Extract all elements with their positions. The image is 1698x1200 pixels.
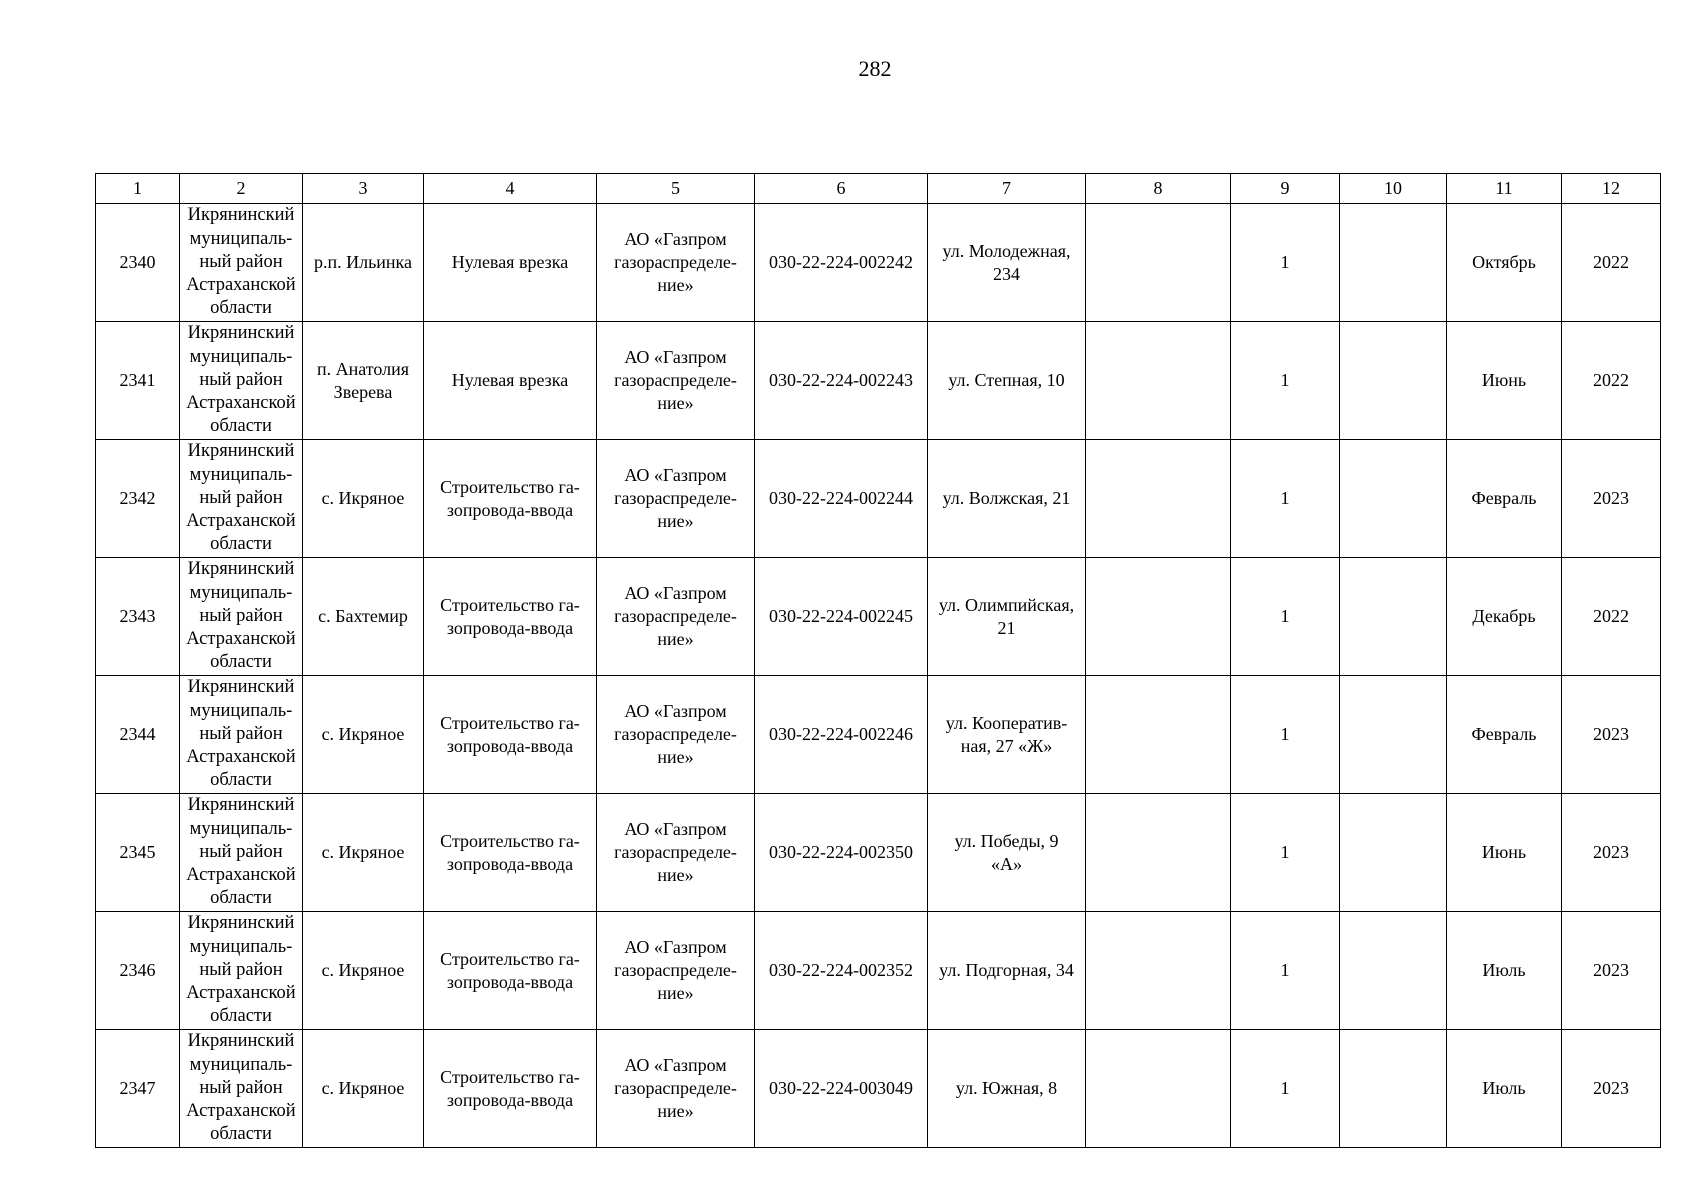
col10-cell	[1340, 204, 1447, 322]
col8-cell	[1086, 1030, 1231, 1148]
address-cell: ул. Победы, 9 «А»	[928, 794, 1086, 912]
code-cell: 030-22-224-002245	[755, 558, 928, 676]
column-header: 9	[1231, 174, 1340, 204]
year-cell: 2023	[1562, 912, 1661, 1030]
col8-cell	[1086, 912, 1231, 1030]
address-cell: ул. Степная, 10	[928, 322, 1086, 440]
col8-cell	[1086, 440, 1231, 558]
count-cell: 1	[1231, 912, 1340, 1030]
col8-cell	[1086, 676, 1231, 794]
count-cell: 1	[1231, 1030, 1340, 1148]
month-cell: Июль	[1447, 1030, 1562, 1148]
work-type-cell: Строительство га- зопровода-ввода	[424, 440, 597, 558]
locality-cell: р.п. Ильинка	[303, 204, 424, 322]
column-header: 10	[1340, 174, 1447, 204]
row-number: 2345	[96, 794, 180, 912]
address-cell: ул. Олимпийская, 21	[928, 558, 1086, 676]
month-cell: Февраль	[1447, 440, 1562, 558]
column-header: 2	[180, 174, 303, 204]
code-cell: 030-22-224-002246	[755, 676, 928, 794]
district-cell: Икрянинский муниципаль- ный район Астраханской области	[180, 204, 303, 322]
table-row	[96, 676, 1661, 794]
col10-cell	[1340, 794, 1447, 912]
count-cell: 1	[1231, 676, 1340, 794]
address-cell: ул. Волжская, 21	[928, 440, 1086, 558]
column-header: 5	[597, 174, 755, 204]
year-cell: 2023	[1562, 794, 1661, 912]
company-cell: АО «Газпром газораспределе- ние»	[597, 440, 755, 558]
column-header: 7	[928, 174, 1086, 204]
year-cell: 2022	[1562, 322, 1661, 440]
column-header: 12	[1562, 174, 1661, 204]
col8-cell	[1086, 322, 1231, 440]
code-cell: 030-22-224-002352	[755, 912, 928, 1030]
row-number: 2341	[96, 322, 180, 440]
company-cell: АО «Газпром газораспределе- ние»	[597, 1030, 755, 1148]
work-type-cell: Строительство га- зопровода-ввода	[424, 912, 597, 1030]
code-cell: 030-22-224-002243	[755, 322, 928, 440]
work-type-cell: Строительство га- зопровода-ввода	[424, 794, 597, 912]
district-cell: Икрянинский муниципаль- ный район Астраханской области	[180, 794, 303, 912]
gas-connection-table	[95, 173, 1661, 1148]
column-header: 4	[424, 174, 597, 204]
work-type-cell: Нулевая врезка	[424, 322, 597, 440]
year-cell: 2022	[1562, 204, 1661, 322]
table-row	[96, 1030, 1661, 1148]
row-number: 2343	[96, 558, 180, 676]
table-row	[96, 794, 1661, 912]
row-number: 2347	[96, 1030, 180, 1148]
col10-cell	[1340, 322, 1447, 440]
district-cell: Икрянинский муниципаль- ный район Астраханской области	[180, 912, 303, 1030]
col10-cell	[1340, 558, 1447, 676]
count-cell: 1	[1231, 558, 1340, 676]
table-row	[96, 322, 1661, 440]
col10-cell	[1340, 676, 1447, 794]
company-cell: АО «Газпром газораспределе- ние»	[597, 676, 755, 794]
col10-cell	[1340, 1030, 1447, 1148]
code-cell: 030-22-224-002350	[755, 794, 928, 912]
company-cell: АО «Газпром газораспределе- ние»	[597, 558, 755, 676]
month-cell: Июнь	[1447, 322, 1562, 440]
year-cell: 2023	[1562, 1030, 1661, 1148]
work-type-cell: Строительство га- зопровода-ввода	[424, 1030, 597, 1148]
count-cell: 1	[1231, 322, 1340, 440]
district-cell: Икрянинский муниципаль- ный район Астраханской области	[180, 676, 303, 794]
address-cell: ул. Молодежная, 234	[928, 204, 1086, 322]
year-cell: 2023	[1562, 440, 1661, 558]
column-header: 3	[303, 174, 424, 204]
district-cell: Икрянинский муниципаль- ный район Астраханской области	[180, 440, 303, 558]
row-number: 2344	[96, 676, 180, 794]
column-header: 6	[755, 174, 928, 204]
column-header: 11	[1447, 174, 1562, 204]
col8-cell	[1086, 794, 1231, 912]
work-type-cell: Нулевая врезка	[424, 204, 597, 322]
count-cell: 1	[1231, 794, 1340, 912]
work-type-cell: Строительство га- зопровода-ввода	[424, 558, 597, 676]
table-row	[96, 558, 1661, 676]
month-cell: Октябрь	[1447, 204, 1562, 322]
locality-cell: с. Бахтемир	[303, 558, 424, 676]
locality-cell: с. Икряное	[303, 912, 424, 1030]
locality-cell: с. Икряное	[303, 676, 424, 794]
table-row	[96, 440, 1661, 558]
address-cell: ул. Южная, 8	[928, 1030, 1086, 1148]
table-row	[96, 204, 1661, 322]
column-header: 8	[1086, 174, 1231, 204]
company-cell: АО «Газпром газораспределе- ние»	[597, 794, 755, 912]
locality-cell: п. Анатолия Зверева	[303, 322, 424, 440]
address-cell: ул. Подгорная, 34	[928, 912, 1086, 1030]
count-cell: 1	[1231, 440, 1340, 558]
page-number: 282	[858, 56, 892, 81]
code-cell: 030-22-224-002244	[755, 440, 928, 558]
locality-cell: с. Икряное	[303, 1030, 424, 1148]
column-header: 1	[96, 174, 180, 204]
col8-cell	[1086, 558, 1231, 676]
month-cell: Июль	[1447, 912, 1562, 1030]
header-row	[96, 174, 1661, 204]
address-cell: ул. Кооператив- ная, 27 «Ж»	[928, 676, 1086, 794]
district-cell: Икрянинский муниципаль- ный район Астраханской области	[180, 322, 303, 440]
work-type-cell: Строительство га- зопровода-ввода	[424, 676, 597, 794]
company-cell: АО «Газпром газораспределе- ние»	[597, 322, 755, 440]
row-number: 2340	[96, 204, 180, 322]
count-cell: 1	[1231, 204, 1340, 322]
month-cell: Июнь	[1447, 794, 1562, 912]
month-cell: Февраль	[1447, 676, 1562, 794]
district-cell: Икрянинский муниципаль- ный район Астраханской области	[180, 558, 303, 676]
locality-cell: с. Икряное	[303, 440, 424, 558]
company-cell: АО «Газпром газораспределе- ние»	[597, 912, 755, 1030]
col8-cell	[1086, 204, 1231, 322]
year-cell: 2022	[1562, 558, 1661, 676]
row-number: 2342	[96, 440, 180, 558]
row-number: 2346	[96, 912, 180, 1030]
code-cell: 030-22-224-003049	[755, 1030, 928, 1148]
code-cell: 030-22-224-002242	[755, 204, 928, 322]
district-cell: Икрянинский муниципаль- ный район Астраханской области	[180, 1030, 303, 1148]
col10-cell	[1340, 440, 1447, 558]
table-row	[96, 912, 1661, 1030]
month-cell: Декабрь	[1447, 558, 1562, 676]
locality-cell: с. Икряное	[303, 794, 424, 912]
company-cell: АО «Газпром газораспределе- ние»	[597, 204, 755, 322]
col10-cell	[1340, 912, 1447, 1030]
year-cell: 2023	[1562, 676, 1661, 794]
